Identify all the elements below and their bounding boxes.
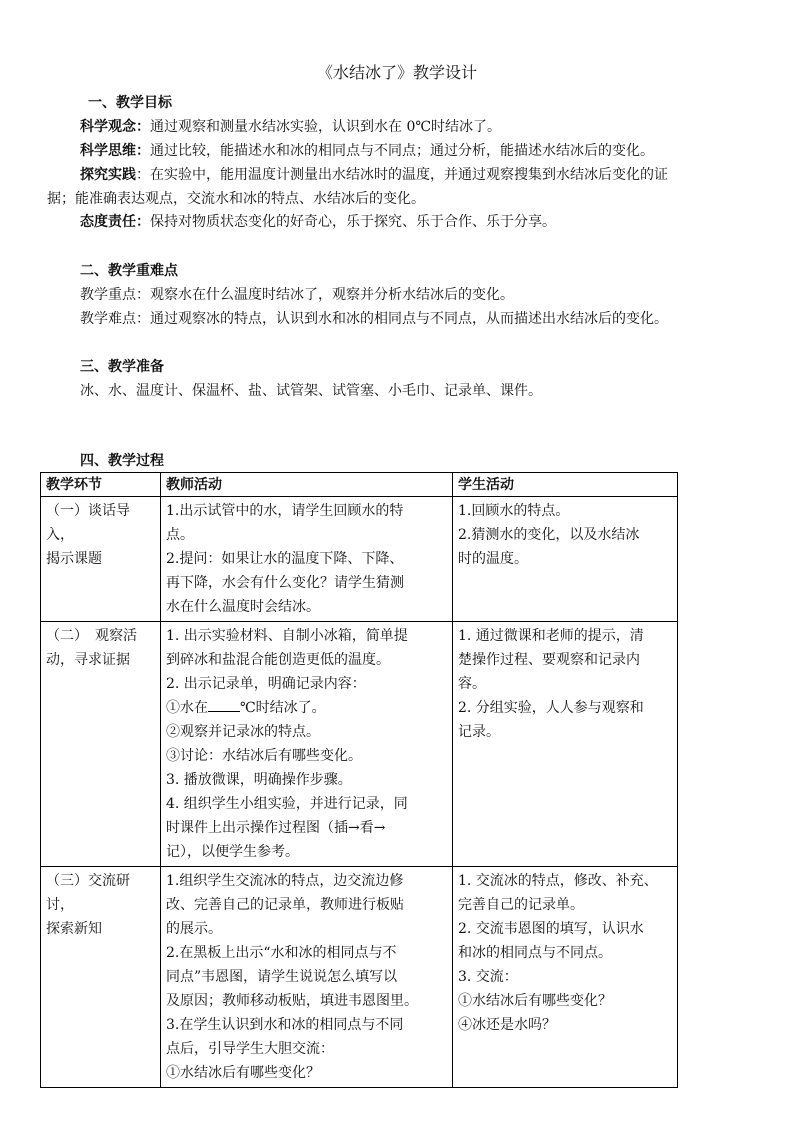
teacher-activity-cell [161,867,453,1088]
cell-line: （一）谈话导入， [46,503,130,543]
stage-cell [41,622,161,867]
column-header: 教学环节 [41,473,161,497]
cell-line: 同点”韦恩图，请学生说说怎么填写以 [166,969,398,985]
objective-label: 探究实践 [80,167,136,183]
cell-line: 时课件上出示操作过程图（插→看→ [166,820,386,836]
table-header-row [41,473,678,497]
cell-line: ①水结冰后有哪些变化？ [458,993,612,1009]
blank-prefix: ①水在 [166,700,208,716]
objective-science-thinking [80,140,654,162]
difficulty-text: 教学难点：通过观察冰的特点，认识到水和冰的相同点与不同点，从而描述出水结冰后的变化。 [80,311,668,327]
cell-line: 记录。 [458,724,500,740]
cell-line: 再下降，水会有什么变化？请学生猜测 [166,575,404,591]
cell-line: 容。 [458,676,486,692]
objective-text: 保持对物质状态变化的好奇心，乐于探究、乐于合作、乐于分享。 [150,214,556,230]
table-row [41,622,678,867]
objective-text: 通过观察和测量水结冰实验，认识到水在 0℃时结冰了。 [150,119,502,135]
cell-line: 水在什么温度时会结冰。 [166,599,320,615]
cell-line: 4. 组织学生小组实验，并进行记录，同 [166,796,408,812]
cell-line: 点。 [166,527,194,543]
preparation-materials: 冰、水、温度计、保温杯、盐、试管架、试管塞、小毛巾、记录单、课件。 [80,383,542,399]
cell-line: 1. 通过微课和老师的提示，清 [458,628,644,644]
student-activity-cell [453,622,678,867]
cell-line: ②观察并记录冰的特点。 [166,724,320,740]
objective-inquiry-practice-continued: 据；能准确表达观点，交流水和冰的特点、水结冰后的变化。 [47,191,425,207]
cell-line: 时的温度。 [458,551,528,567]
table-row [41,497,678,622]
section-heading-preparation: 三、教学准备 [80,359,164,375]
student-activity-cell [453,867,678,1088]
cell-line: 2. 出示记录单，明确记录内容： [166,676,366,692]
section-heading-objectives: 一、教学目标 [88,95,172,111]
cell-line: 2.猜测水的变化，以及水结冰 [458,527,640,543]
objective-science-concept [80,116,501,138]
blank-suffix: ℃时结冰了。 [240,700,326,716]
cell-line: 动，寻求证据 [46,652,130,668]
objective-attitude [80,211,556,233]
cell-line: ④冰还是水吗？ [458,1017,556,1033]
cell-line: （三）交流研讨， [46,873,130,913]
cell-line: 到碎冰和盐混合能创造更低的温度。 [166,652,390,668]
cell-line: 2. 分组实验，人人参与观察和 [458,700,644,716]
cell-line: 1.组织学生交流冰的特点，边交流边修 [166,873,404,889]
cell-line: 的展示。 [166,921,222,937]
objective-inquiry-practice [80,164,668,186]
cell-line: 及原因；教师移动板贴，填进韦恩图里。 [166,993,418,1009]
cell-line: 完善自己的记录单。 [458,897,584,913]
cell-line: 改、完善自己的记录单，教师进行板贴 [166,897,404,913]
cell-line: 3. 交流： [458,969,518,985]
cell-line: ③讨论：水结冰后有哪些变化。 [166,748,362,764]
cell-line: 楚操作过程、要观察和记录内 [458,652,640,668]
cell-line: 1. 出示实验材料、自制小冰箱，简单提 [166,628,408,644]
student-activity-cell [453,497,678,622]
cell-line: 1. 交流冰的特点，修改、补充、 [458,873,658,889]
cell-line: 和冰的相同点与不同点。 [458,945,612,961]
cell-line: ①水结冰后有哪些变化？ [166,1065,320,1081]
cell-line: 记），以便学生参考。 [166,844,299,860]
cell-line: 点后，引导学生大胆交流： [166,1041,334,1057]
objective-text: 通过比较，能描述水和冰的相同点与不同点；通过分析，能描述水结冰后的变化。 [150,143,654,159]
section-heading-key-points: 二、教学重难点 [80,263,178,279]
fill-in-blank [208,697,240,712]
objective-label: 科学观念： [80,119,150,135]
column-header: 教师活动 [161,473,453,497]
cell-line: 2. 交流韦恩图的填写，认识水 [458,921,644,937]
cell-line: 1.回顾水的特点。 [458,503,570,519]
teaching-process-table [40,472,678,1088]
section-heading-process: 四、教学过程 [80,453,164,469]
cell-line: 揭示课题 [46,551,102,567]
teacher-activity-cell [161,622,453,867]
stage-cell [41,867,161,1088]
cell-line: 2.在黑板上出示“水和冰的相同点与不 [166,945,397,961]
cell-line: 3.在学生认识到水和冰的相同点与不同 [166,1017,404,1033]
cell-line: 探索新知 [46,921,102,937]
table-row [41,867,678,1088]
objective-label: 科学思维： [80,143,150,159]
cell-line: （二） 观察活 [46,628,137,644]
stage-cell [41,497,161,622]
fill-in-blank-line [166,696,448,720]
cell-line: 1.出示试管中的水，请学生回顾水的特 [166,503,404,519]
column-header: 学生活动 [453,473,678,497]
cell-line: 2.提问：如果让水的温度下降、下降、 [166,551,404,567]
teacher-activity-cell [161,497,453,622]
objective-label: 态度责任： [80,214,150,230]
objective-text: ：在实验中，能用温度计测量出水结冰时的温度，并通过观察搜集到水结冰后变化的证 [136,167,668,183]
key-point-text: 教学重点：观察水在什么温度时结冰了，观察并分析水结冰后的变化。 [80,287,514,303]
cell-line: 3. 播放微课，明确操作步骤。 [166,772,352,788]
document-title: 《水结冰了》教学设计 [316,63,477,82]
